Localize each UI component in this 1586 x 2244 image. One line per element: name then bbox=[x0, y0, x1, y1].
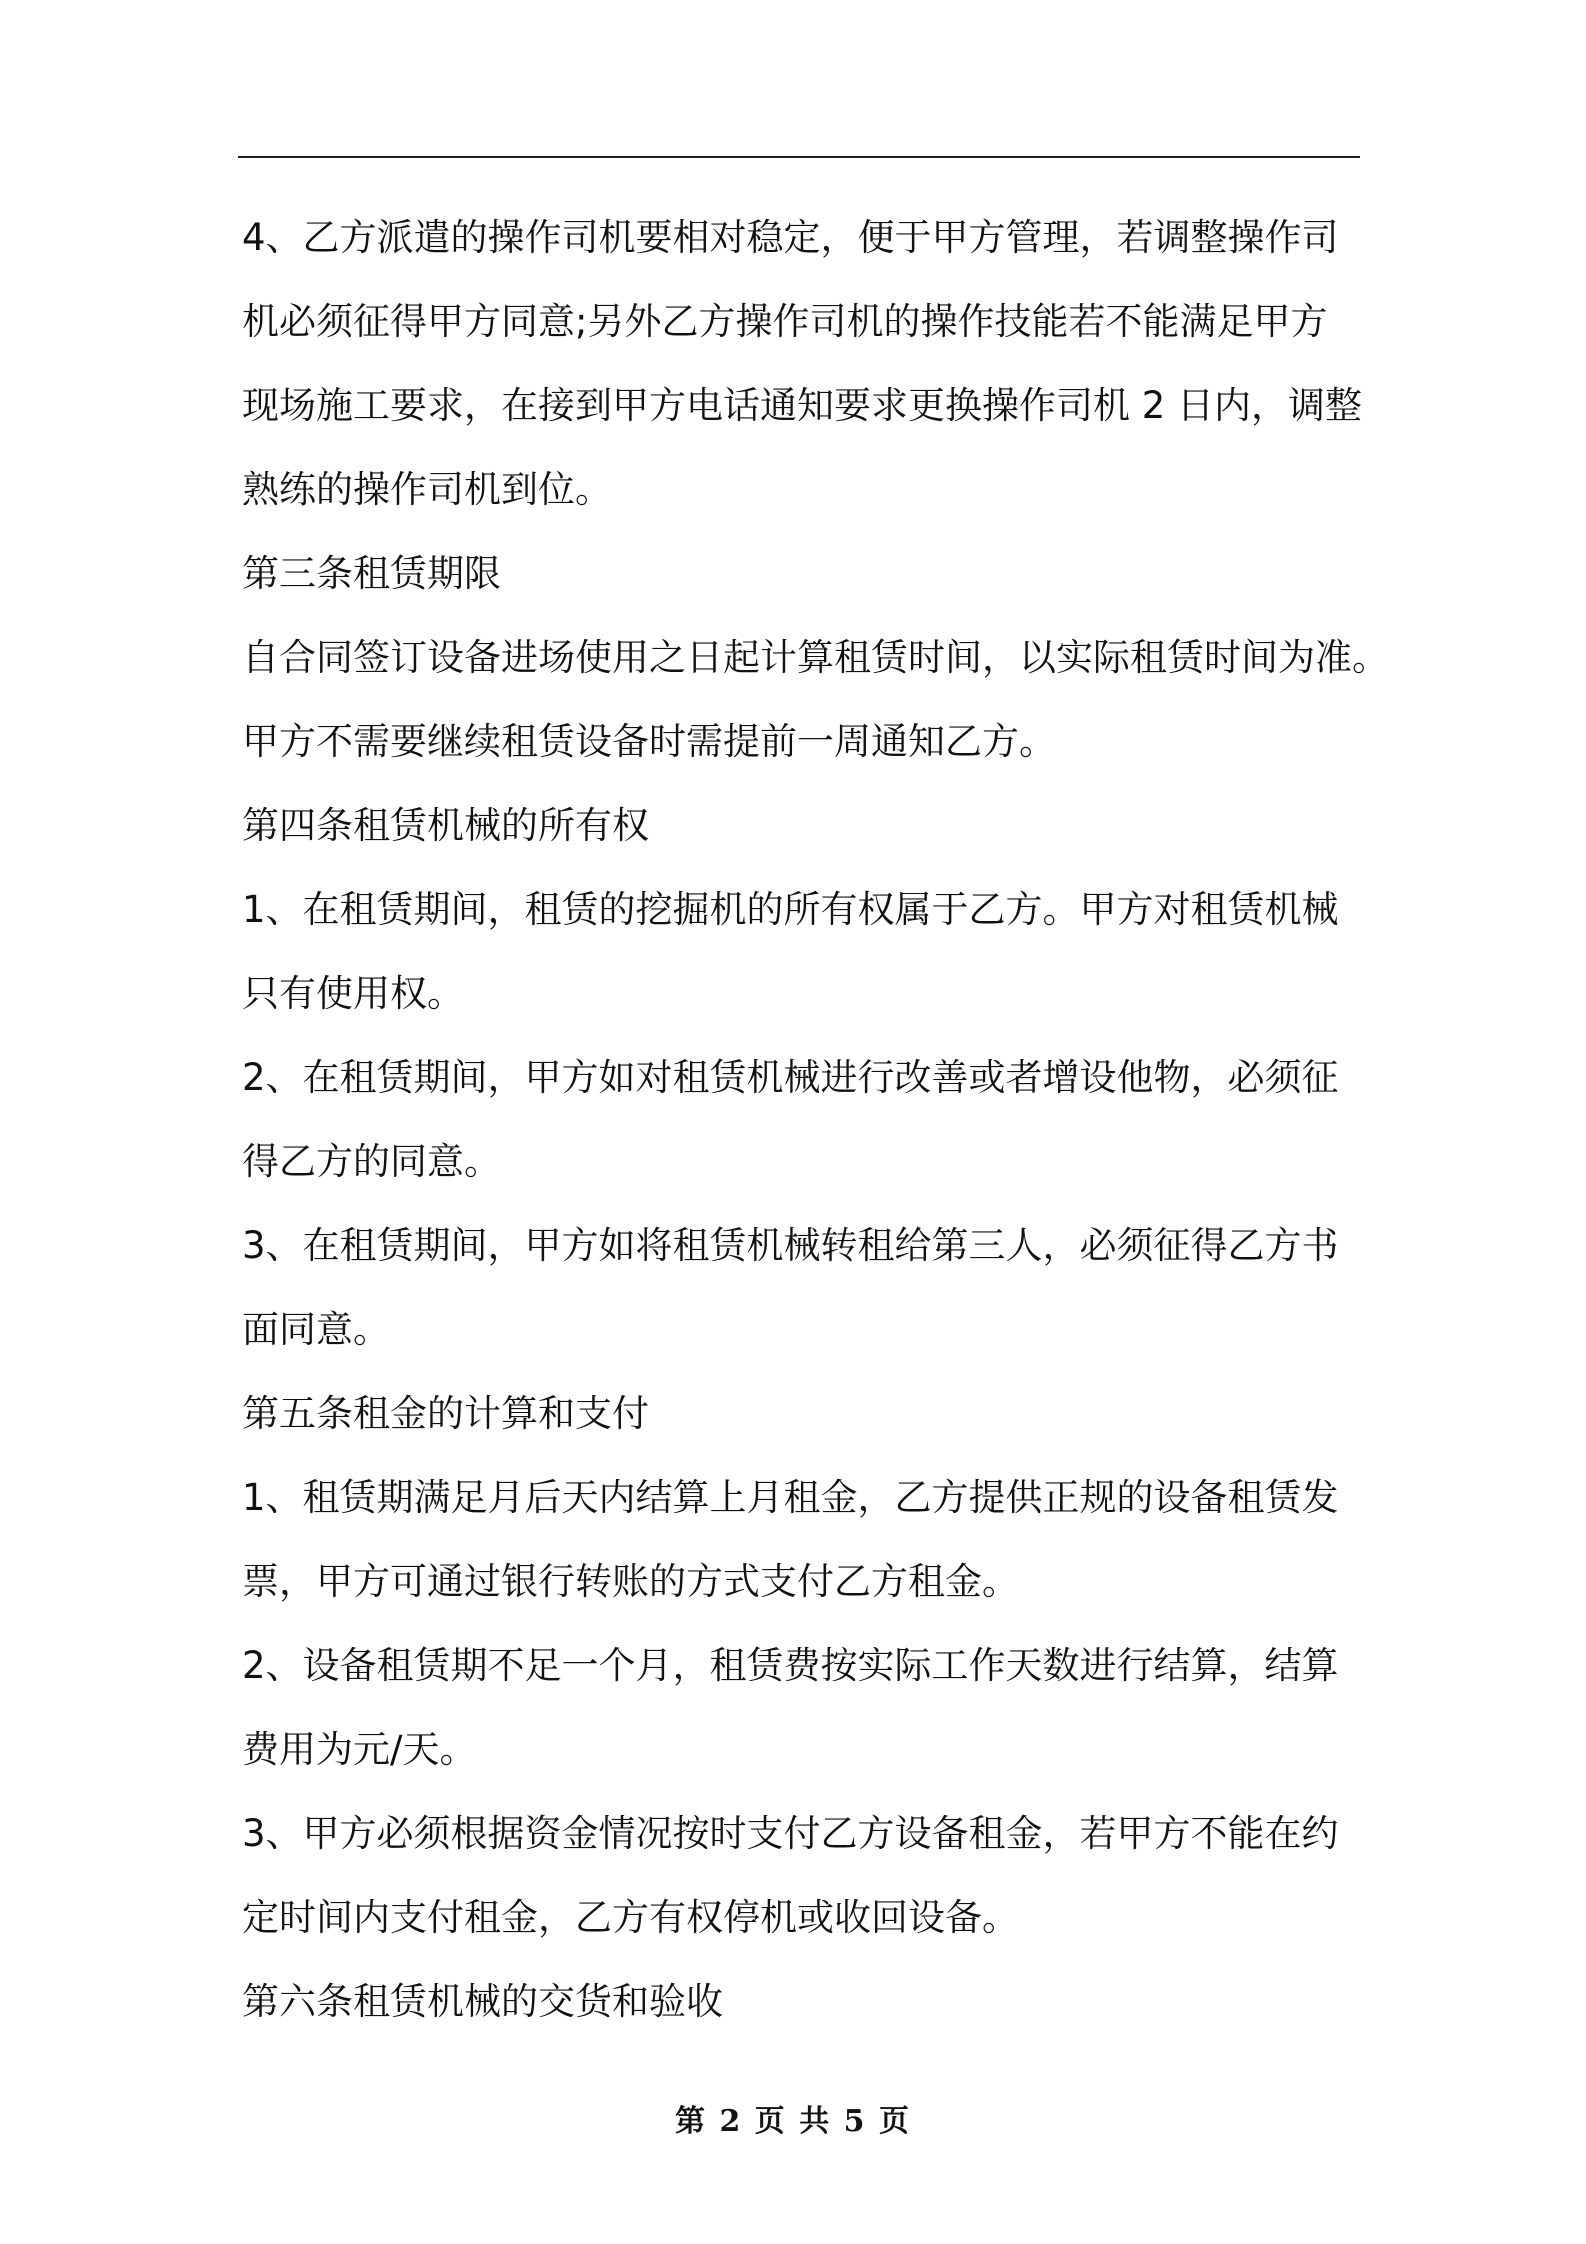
body-line: 面同意。 bbox=[242, 1308, 390, 1351]
body-line: 1、租赁期满足月后天内结算上月租金，乙方提供正规的设备租赁发 bbox=[242, 1476, 1339, 1519]
body-line: 得乙方的同意。 bbox=[242, 1140, 501, 1183]
body-line: 自合同签订设备进场使用之日起计算租赁时间，以实际租赁时间为准。 bbox=[242, 636, 1389, 679]
body-line: 只有使用权。 bbox=[242, 972, 464, 1015]
body-line: 2、在租赁期间，甲方如对租赁机械进行改善或者增设他物，必须征 bbox=[242, 1056, 1339, 1099]
body-line: 定时间内支付租金，乙方有权停机或收回设备。 bbox=[242, 1896, 1019, 1939]
body-line: 2、设备租赁期不足一个月，租赁费按实际工作天数进行结算，结算 bbox=[242, 1644, 1339, 1687]
section-heading: 第五条租金的计算和支付 bbox=[242, 1392, 649, 1435]
body-line: 甲方不需要继续租赁设备时需提前一周通知乙方。 bbox=[242, 720, 1056, 763]
page-number-footer: 第 2 页 共 5 页 bbox=[675, 2104, 911, 2139]
body-line: 3、在租赁期间，甲方如将租赁机械转租给第三人，必须征得乙方书 bbox=[242, 1224, 1339, 1267]
body-line: 费用为元/天。 bbox=[242, 1728, 477, 1771]
header-rule bbox=[238, 156, 1360, 158]
section-heading: 第四条租赁机械的所有权 bbox=[242, 804, 649, 847]
section-heading: 第六条租赁机械的交货和验收 bbox=[242, 1980, 723, 2023]
body-line: 票，甲方可通过银行转账的方式支付乙方租金。 bbox=[242, 1560, 1019, 1603]
document-body bbox=[242, 196, 1389, 2044]
body-line: 现场施工要求，在接到甲方电话通知要求更换操作司机 2 日内，调整 bbox=[242, 384, 1363, 427]
body-line: 1、在租赁期间，租赁的挖掘机的所有权属于乙方。甲方对租赁机械 bbox=[242, 888, 1339, 931]
section-heading: 第三条租赁期限 bbox=[242, 552, 501, 595]
body-line: 熟练的操作司机到位。 bbox=[242, 468, 612, 511]
body-line: 3、甲方必须根据资金情况按时支付乙方设备租金，若甲方不能在约 bbox=[242, 1812, 1339, 1855]
body-line: 4、乙方派遣的操作司机要相对稳定，便于甲方管理，若调整操作司 bbox=[242, 216, 1339, 259]
body-line: 机必须征得甲方同意;另外乙方操作司机的操作技能若不能满足甲方 bbox=[242, 300, 1328, 343]
